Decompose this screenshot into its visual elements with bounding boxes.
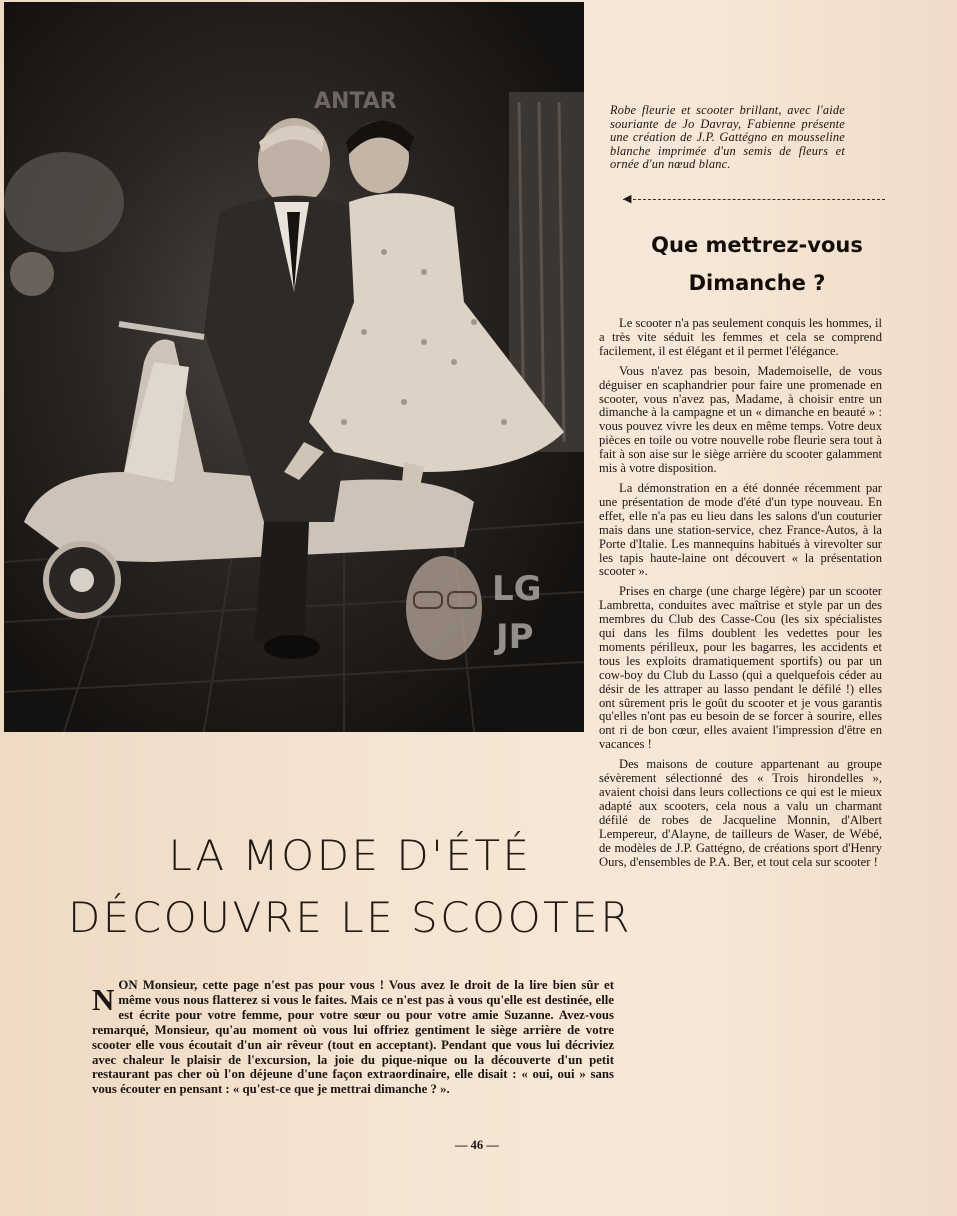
intro-text: ON Monsieur, cette page n'est pas pour vous ! Vous avez le droit de la lire bien sûr et même vous nous flatterez si vous le faites. Mais ce n'est pas à vous qu'elle est destinée, elle est écrite pour votre femme, pour votre sœur ou pour votre amie Suzanne. Avez-vous remarqué, Monsieur, qu'au moment où vous lui offriez gentiment le siège arrière de votre scooter elle vous écoutait d'un air rêveur (tout en acceptant). Pendant que vous lui décriviez avec chaleur le plaisir de l'excursion, la joie du pique-nique ou la découverte d'un petit restaurant pas cher où l'on déjeune d'une façon extraordinaire, elle disait : « oui, oui » sans vous écouter en pensant : « qu'est-ce que je mettrai dimanche ? ». (92, 978, 614, 1097)
article-headline (612, 226, 902, 302)
title-line-2: DÉCOUVRE LE SCOOTER (67, 893, 633, 942)
scooter-handlebar (119, 324, 204, 337)
watermark-lg: LG (492, 569, 542, 609)
background-scooter (4, 152, 124, 252)
caption-rule (623, 199, 885, 201)
title-line-1: LA MODE D'ÉTÉ (168, 831, 532, 880)
body-paragraph: La démonstration en a été donnée récemment par une présentation de mode d'été d'un type nouveau. En effet, elle n'a pas eu lieu dans les salons d'un couturier mais dans une station-service, chez France-Autos, à la Porte d'Italie. Les mannequins habitués à virevolter sur les tapis haute-laine ont découvert « la présentation scooter ». (599, 480, 882, 579)
drop-cap: N (92, 982, 115, 1017)
scooter-hub (70, 568, 94, 592)
body-paragraph: Le scooter n'a pas seulement conquis les hommes, il a très vite séduit les femmes et cela se comprend facilement, il est élégant et il permet l'élégance. (599, 316, 882, 358)
body-paragraph: Prises en charge (une charge légère) par un scooter Lambretta, conduites avec maîtrise et style par un des membres du Club des Casse-Cou (les six spécialistes qui dans les films doublent les vedettes pour les moments périlleux, pour les bagarres, les accidents et tous les exploits dramatiquement sportifs) ou par un cow-boy du Club du Lasso (qui a quelquefois céder au désir de les attraper au lasso pendant le défilé !) elles ont sûrement pris le goût du scooter et je vous garantis qu'elles n'ont pas eu besoin de se forcer à sourire, elles ont ri de bon cœur, elles avaient l'impression d'être en vacances ! (599, 584, 882, 752)
headline-line-2: Dimanche ? (688, 271, 826, 295)
photo-caption: Robe fleurie et scooter brillant, avec l'aide souriante de Jo Davray, Fabienne présente une création de J.P. Gattégno en mousseline blanche imprimée d'un semis de fleurs et ornée d'un nœud blanc. (610, 103, 845, 171)
background-wheel (10, 252, 54, 296)
body-paragraph: Des maisons de couture appartenant au groupe sévèrement sélectionné des « Trois hirondelles », avaient choisi dans leurs collections ce qui est le mieux adapté aux scooters, cela nous a valu un charmant défilé de robes de Jacqueline Monnin, d'Albert Lempereur, d'Alayne, de tailleurs de Waser, de Wébé, de modèles de J.P. Gattégno, de créations sport d'Henry Ours, d'ensembles de P.A. Ber, et tout cela sur scooter ! (599, 757, 882, 869)
watermark-graphic (404, 552, 559, 664)
sign-text: ANTAR (314, 89, 397, 114)
article-body (599, 317, 882, 875)
watermark-jp: JP (496, 617, 534, 657)
page-number: — 46 — (455, 1138, 499, 1152)
collector-watermark (404, 552, 559, 664)
headline-line-1: Que mettrez-vous (651, 233, 863, 257)
left-arrow-icon: ◀ (623, 193, 632, 205)
intro-paragraph (92, 978, 614, 1097)
body-paragraph: Vous n'avez pas besoin, Mademoiselle, de vous déguiser en scaphandrier pour faire une promenade en scooter, vous n'avez pas, Madame, à choisir entre un dimanche à la campagne et un « dimanche en beauté » : vous pouvez vivre les deux en même temps. Votre deux pièces en toile ou votre nouvelle robe fleurie sera tout à fait à son aise sur le siège arrière du scooter galamment mis à votre disposition. (599, 363, 882, 476)
page-title (40, 825, 660, 949)
